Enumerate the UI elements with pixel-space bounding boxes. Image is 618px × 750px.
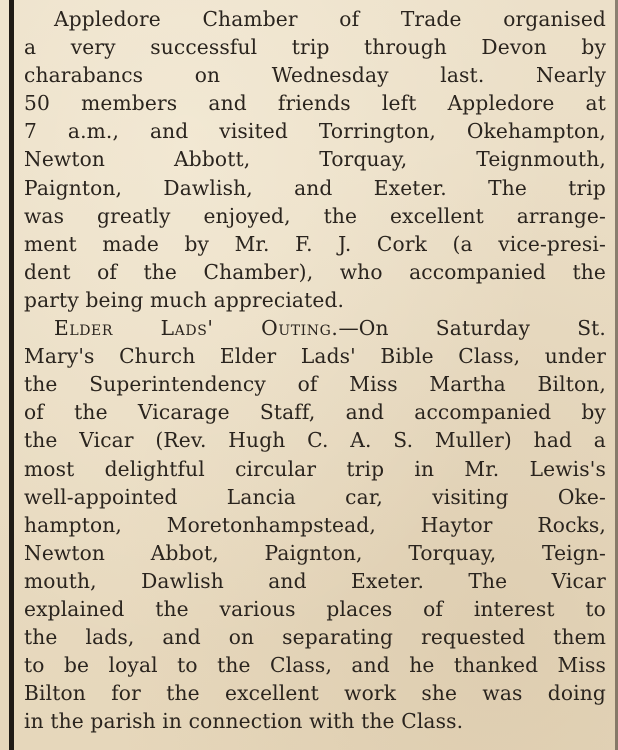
section-heading: Elder Lads' Outing. [54, 316, 339, 341]
text-line: explained the various places of interest to [24, 596, 606, 621]
text-line: of the Vicarage Staff, and accompanied by [24, 400, 606, 425]
text-line: Newton Abbott, Torquay, Teignmouth, [24, 147, 606, 172]
text-line: Mary's Church Elder Lads' Bible Class, under [24, 344, 606, 369]
text-line: in the parish in connection with the Class. [24, 709, 464, 734]
text-line: Newton Abbot, Paignton, Torquay, Teign- [24, 540, 606, 565]
text-line: ment made by Mr. F. J. Cork (a vice-presi- [24, 231, 606, 256]
text-line: dent of the Chamber), who accompanied the [24, 259, 606, 284]
paragraph-elder-lads-outing [24, 314, 606, 735]
text-line [24, 314, 606, 342]
text-line: Bilton for the excellent work she was doing [24, 681, 606, 706]
text-line: well-appointed Lancia car, visiting Oke- [24, 484, 606, 509]
text-line: was greatly enjoyed, the excellent arrange- [24, 203, 606, 228]
text-line: the Superintendency of Miss Martha Bilton, [24, 372, 606, 397]
text-line: party being much appreciated. [24, 287, 345, 312]
text-line: most delightful circular trip in Mr. Lewis's [24, 456, 606, 481]
text-line: mouth, Dawlish and Exeter. The Vicar [24, 568, 606, 593]
text-line: 7 a.m., and visited Torrington, Okehampton, [24, 119, 606, 144]
text-line: Paignton, Dawlish, and Exeter. The trip [24, 175, 606, 200]
heading-line-rest: —On Saturday St. [338, 316, 606, 341]
article-body [24, 0, 606, 735]
text-line: a very successful trip through Devon by [24, 35, 606, 60]
text-line: hampton, Moretonhampstead, Haytor Rocks, [24, 512, 606, 537]
column-rule-left [9, 0, 14, 750]
text-line: charabancs on Wednesday last. Nearly [24, 63, 606, 88]
text-line: to be loyal to the Class, and he thanked Miss [24, 653, 606, 678]
text-line: 50 members and friends left Appledore at [24, 91, 606, 116]
paragraph-chamber-of-trade-trip [24, 5, 606, 314]
text-line: Appledore Chamber of Trade organised [54, 7, 606, 31]
text-line: the Vicar (Rev. Hugh C. A. S. Muller) had a [24, 428, 606, 453]
text-line: the lads, and on separating requested them [24, 625, 606, 650]
